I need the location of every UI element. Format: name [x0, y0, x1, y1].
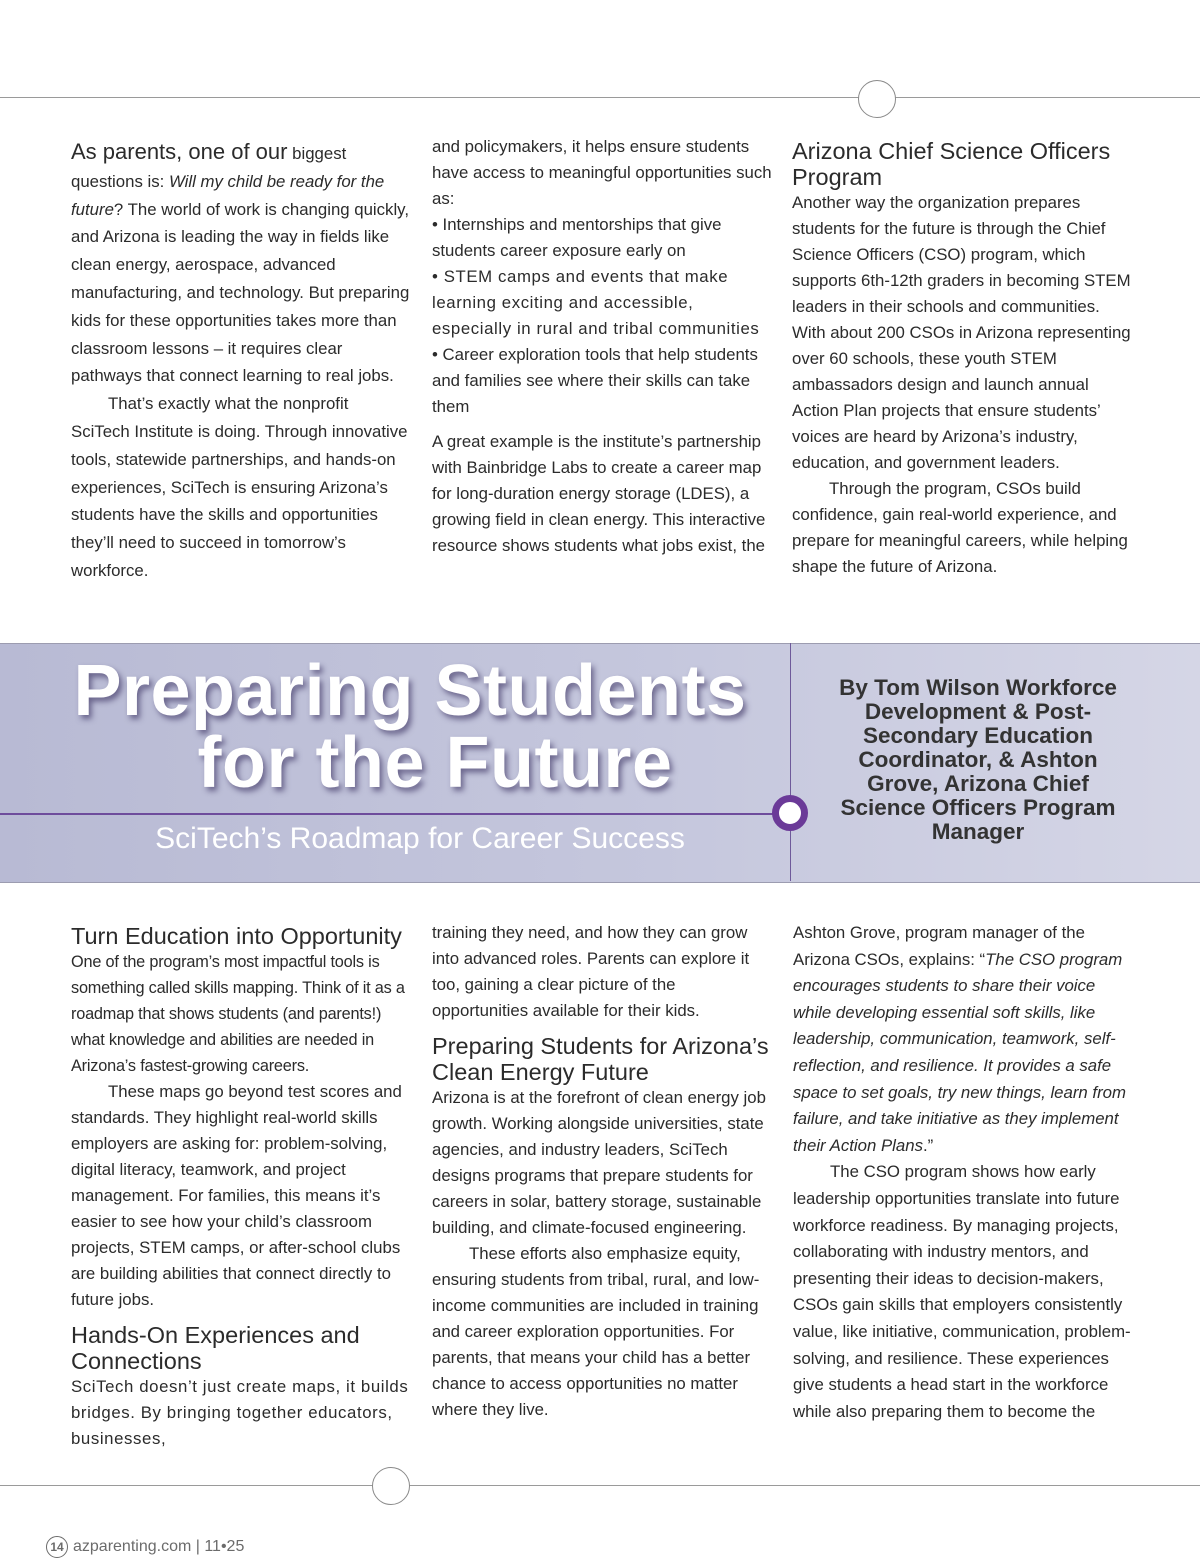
top-column-3	[792, 138, 1132, 580]
body-paragraph: Another way the organization prepares students for the future is through the Chief Science Officers (CSO) program, which supports 6th-12th graders in becoming STEM leaders in their schools and communities. With about 200 CSOs in Arizona representing over 60 schools, these youth STEM ambassadors design and launch annual Action Plan projects that ensure students’ voices are heard by Arizona’s industry, education, and government leaders.	[792, 193, 1131, 472]
body-paragraph: The CSO program shows how early leadership opportunities translate into future workforce readiness. By managing projects, collaborating with industry mentors, and presenting their ideas to decision-makers, CSOs gain skills that employers consistently value, like initiative, communication, problem-solving, and resilience. These experiences give students a head start in the workforce while also preparing them to become the	[793, 1162, 1131, 1421]
body-paragraph: Through the program, CSOs build confidence, gain real-world experience, and prepare for meaningful careers, while helping shape the future of Arizona.	[792, 479, 1128, 576]
section-heading: Hands-On Experiences and Connections	[71, 1322, 360, 1374]
bottom-column-2	[432, 920, 772, 1423]
top-column-2	[432, 134, 772, 559]
bullet-item: • STEM camps and events that make learning exciting and accessible, especially in rural and tribal communities	[432, 267, 760, 338]
banner-accent-line	[0, 813, 790, 815]
body-paragraph: These maps go beyond test scores and standards. They highlight real-world skills employers are asking for: problem-solving, digital literacy, teamwork, and project management. For families, this means it’s easier to see how your child’s classroom projects, STEM camps, or after-school clubs are building abilities that connect directly to future jobs.	[71, 1082, 402, 1309]
article-title: Preparing Students for the Future	[73, 651, 747, 803]
section-heading: Preparing Students for Arizona’s Clean Energy Future	[432, 1033, 769, 1085]
bottom-column-3	[793, 920, 1133, 1425]
body-paragraph: A great example is the institute’s partnership with Bainbridge Labs to create a career map for long-duration energy storage (LDES), a growing field in clean energy. This interactive resource shows students what jobs exist, the	[432, 432, 766, 555]
body-paragraph: and policymakers, it helps ensure students have access to meaningful opportunities such as:	[432, 137, 772, 208]
bottom-rule	[0, 1485, 1200, 1486]
body-paragraph: These efforts also emphasize equity, ensuring students from tribal, rural, and low-income communities are included in training and career exploration opportunities. For parents, that means your child has a better chance to access opportunities no matter where they live.	[432, 1244, 760, 1419]
body-paragraph: training they need, and how they can grow into advanced roles. Parents can explore it too, gaining a clear picture of the opportunities available for their kids.	[432, 923, 750, 1020]
quote-paragraph: Ashton Grove, program manager of the Arizona CSOs, explains: “The CSO program encourages students to share their voice while developing essential soft skills, like leadership, communication, teamwork, self-reflection, and resilience. It provides a safe space to set goals, try new things, learn from failure, and take initiative as they implement their Action Plans.”	[793, 923, 1126, 1155]
section-heading: Arizona Chief Science Officers Program	[792, 138, 1111, 190]
bullet-item: • Career exploration tools that help students and families see where their skills can take them	[432, 345, 758, 416]
section-heading: Turn Education into Opportunity	[71, 923, 402, 949]
body-paragraph: SciTech doesn’t just create maps, it builds bridges. By bringing together educators, businesses,	[71, 1377, 409, 1448]
page-number-badge: 14	[46, 1536, 68, 1558]
body-paragraph: Arizona is at the forefront of clean energy job growth. Working alongside universities, state agencies, and industry leaders, SciTech designs programs that prepare students for careers in solar, battery storage, sustainable building, and climate-focused engineering.	[432, 1088, 766, 1237]
footer-text: azparenting.com | 11•25	[73, 1538, 245, 1555]
top-rule	[0, 97, 1200, 98]
lead-in: As parents, one of our	[71, 139, 288, 164]
intro-paragraph: As parents, one of our biggest questions is: Will my child be ready for the future? The world of work is changing quickly, and Arizona is leading the way in fields like clean energy, aerospace, advanced manufacturing, and technology. But preparing kids for these opportunities takes more than classroom lessons – it requires clear pathways that connect learning to real jobs.	[71, 139, 410, 386]
page-footer	[46, 1536, 244, 1558]
bottom-ring-ornament	[372, 1467, 410, 1505]
body-paragraph: One of the program’s most impactful tools is something called skills mapping. Think of it as a roadmap that shows students (and parents!) what knowledge and abilities are needed in Arizona’s fastest-growing careers.	[71, 953, 405, 1075]
top-column-1	[71, 138, 411, 585]
author-byline: By Tom Wilson Workforce Development & Post-Secondary Education Coordinator, & Ashton Grove, Arizona Chief Science Officers Program Manager	[839, 675, 1117, 844]
bullet-item: • Internships and mentorships that give students career exposure early on	[432, 215, 722, 260]
bottom-column-1	[71, 923, 411, 1452]
body-paragraph: That’s exactly what the nonprofit SciTech Institute is doing. Through innovative tools, statewide partnerships, and hands-on experiences, SciTech is ensuring Arizona’s students have the skills and opportunities they’ll need to succeed in tomorrow’s workforce.	[71, 394, 408, 580]
article-subtitle: SciTech’s Roadmap for Career Success	[155, 822, 685, 855]
top-ring-ornament	[858, 80, 896, 118]
